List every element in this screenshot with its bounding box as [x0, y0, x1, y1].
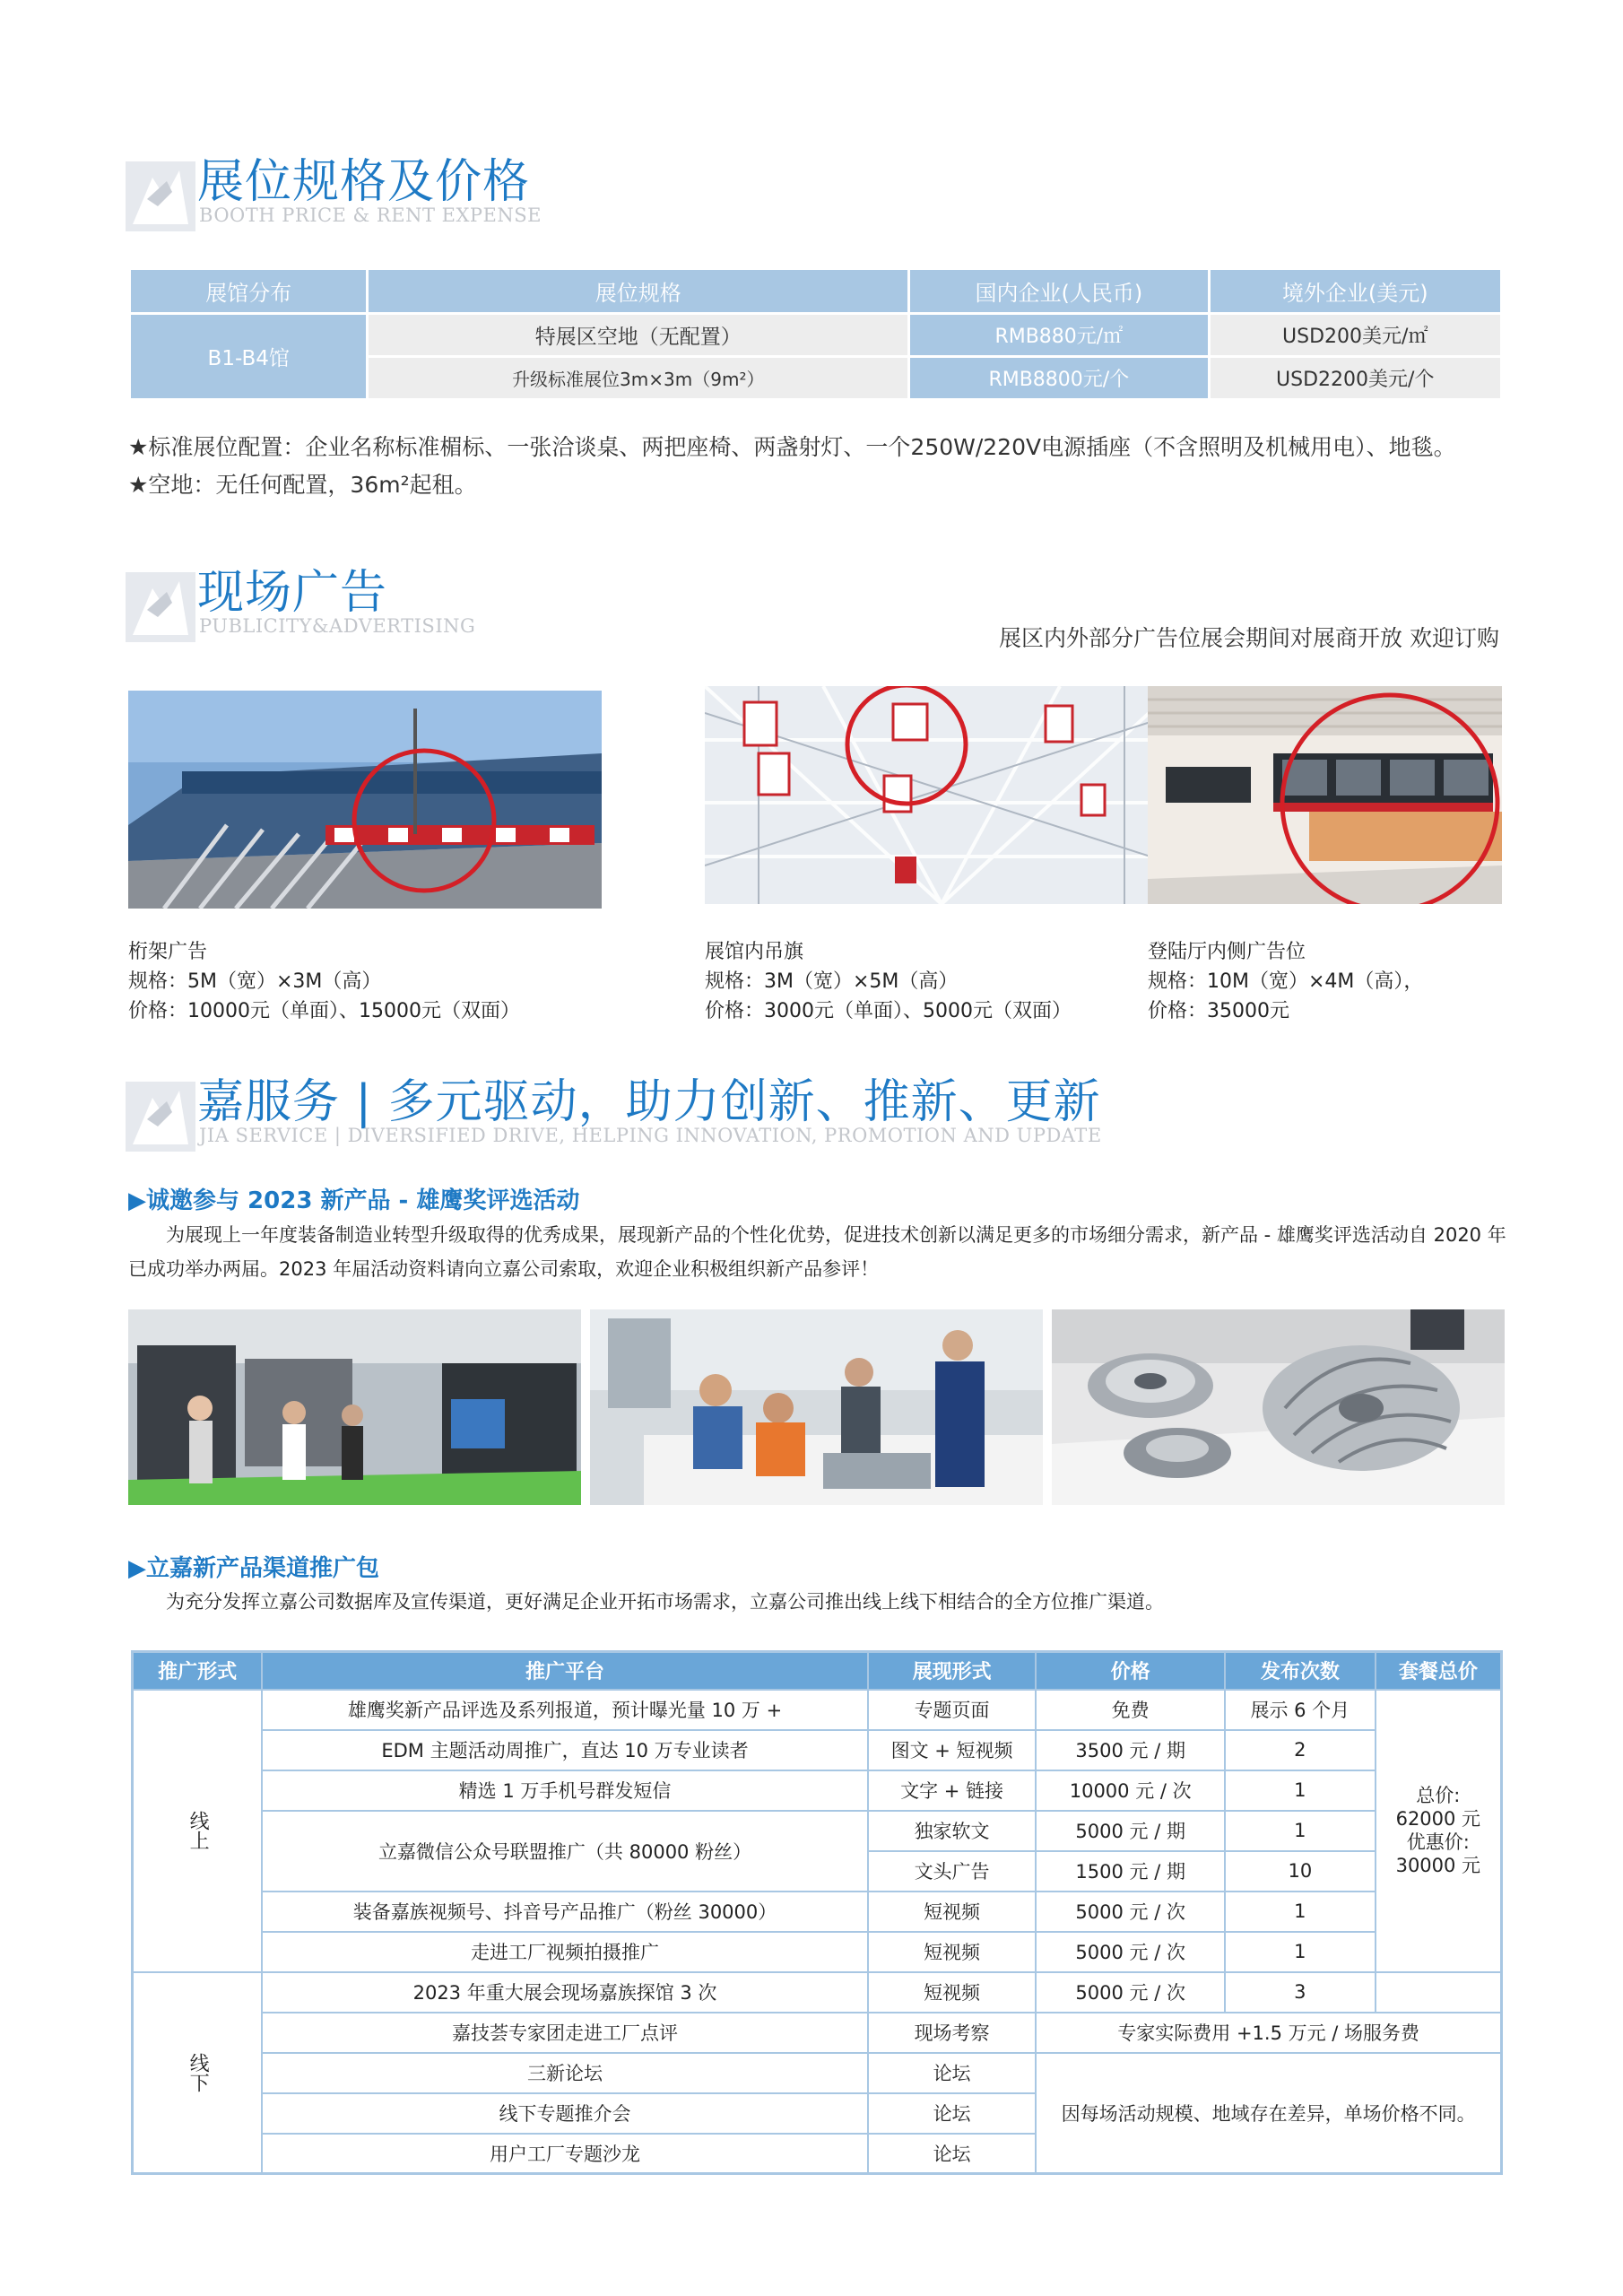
form-cell: 论坛: [868, 2093, 1037, 2134]
total-label: 总价:: [1416, 1785, 1461, 1806]
price-cell: 3500 元 / 期: [1036, 1730, 1225, 1770]
form-cell: 短视频: [868, 1972, 1037, 2013]
platform-cell: 走进工厂视频拍摄推广: [262, 1932, 868, 1972]
ad-spec: 规格：5M（宽）×3M（高）: [128, 970, 382, 993]
form-cell: 论坛: [868, 2134, 1037, 2174]
offline-category-cell: [133, 1972, 263, 2174]
booth-title: 展位规格及价格: [197, 155, 531, 209]
section-logo-icon: [126, 1082, 195, 1152]
count-cell: 1: [1225, 1770, 1376, 1811]
platform-cell: 立嘉微信公众号联盟推广（共 80000 粉丝）: [262, 1811, 868, 1892]
online-category-cell: [133, 1690, 263, 1972]
th-platform: 推广平台: [262, 1652, 868, 1690]
form-cell: 现场考察: [868, 2013, 1037, 2053]
expert-fee-cell: 专家实际费用 +1.5 万元 / 场服务费: [1036, 2013, 1501, 2053]
service-title-en: JIA SERVICE | DIVERSIFIED DRIVE, HELPING INNOVATION, PROMOTION AND UPDATE: [199, 1125, 1102, 1146]
total-value: 62000 元: [1395, 1808, 1481, 1830]
th-price: 价格: [1036, 1652, 1225, 1690]
section-logo-icon: [126, 572, 195, 642]
ad-caption-lobby: [1148, 937, 1423, 1026]
expo-hall-photo: [128, 1309, 581, 1505]
th-count: 发布次数: [1225, 1652, 1376, 1690]
form-cell: 论坛: [868, 2053, 1037, 2093]
ad-name: 展馆内吊旗: [705, 941, 804, 963]
truss-ad-photo: [128, 691, 602, 909]
platform-cell: 嘉技荟专家团走进工厂点评: [262, 2013, 868, 2053]
rmb-cell: RMB880元/㎡: [909, 314, 1209, 357]
form-cell: 文字 + 链接: [868, 1770, 1037, 1811]
form-cell: 文头广告: [868, 1851, 1037, 1892]
form-cell: 短视频: [868, 1932, 1037, 1972]
discount-label: 优惠价:: [1406, 1831, 1470, 1853]
advertising-subtitle: 展区内外部分广告位展会期间对展商开放 欢迎订购: [999, 625, 1499, 651]
ad-name: 登陆厅内侧广告位: [1148, 941, 1306, 963]
ad-caption-flag: [705, 937, 1072, 1026]
package-heading: ▶立嘉新产品渠道推广包: [128, 1555, 379, 1582]
usd-cell: USD200美元/㎡: [1209, 314, 1501, 357]
product-parts-photo: [1052, 1309, 1505, 1505]
hanging-flag-photo: [705, 686, 1178, 904]
count-cell: 2: [1225, 1730, 1376, 1770]
award-paragraph: 为展现上一年度装备制造业转型升级取得的优秀成果，展现新产品的个性化优势，促进技术创新以满足更多的市场细分需求，新产品 - 雄鹰奖评选活动自 2020 年已成功举办两届。2023 年届活动资料请向立嘉公司索取，欢迎企业积极组织新产品参评！: [128, 1224, 1506, 1280]
booth-section-header: [126, 154, 1202, 235]
ad-price: 价格：10000元（单面）、15000元（双面）: [128, 1000, 520, 1022]
th-type: 推广形式: [133, 1652, 263, 1690]
platform-cell: 线下专题推介会: [262, 2093, 868, 2134]
price-cell: 免费: [1036, 1690, 1225, 1730]
price-cell: 5000 元 / 次: [1036, 1972, 1225, 2013]
ad-spec: 规格：10M（宽）×4M（高），: [1148, 970, 1424, 993]
package-paragraph: 为充分发挥立嘉公司数据库及宣传渠道，更好满足企业开拓市场需求，立嘉公司推出线上线下相结合的全方位推广渠道。: [166, 1591, 1164, 1613]
ad-price: 价格：35000元: [1148, 1000, 1289, 1022]
ad-price: 价格：3000元（单面）、5000元（双面）: [705, 1000, 1072, 1022]
offline-note-cell: 因每场活动规模、地域存在差异，单场价格不同。: [1036, 2053, 1501, 2174]
rmb-cell: RMB8800元/个: [909, 357, 1209, 400]
advertising-title-en: PUBLICITY&ADVERTISING: [199, 615, 476, 637]
price-cell: 5000 元 / 期: [1036, 1811, 1225, 1851]
price-cell: 5000 元 / 次: [1036, 1892, 1225, 1932]
form-cell: 图文 + 短视频: [868, 1730, 1037, 1770]
award-heading: ▶诚邀参与 2023 新产品 - 雄鹰奖评选活动: [128, 1187, 580, 1214]
count-cell: 1: [1225, 1811, 1376, 1851]
th-spec: 展位规格: [368, 269, 909, 314]
booth-note-space: ★空地：无任何配置，36m²起租。: [128, 472, 477, 498]
platform-cell: 用户工厂专题沙龙: [262, 2134, 868, 2174]
service-section-header: [126, 1074, 1381, 1155]
advertising-title: 现场广告: [197, 566, 388, 620]
promotion-table: [131, 1650, 1503, 2175]
count-cell: 10: [1225, 1851, 1376, 1892]
section-logo-icon: [126, 161, 195, 231]
th-hall: 展馆分布: [130, 269, 368, 314]
service-title: 嘉服务 | 多元驱动，助力创新、推新、更新: [197, 1075, 1101, 1129]
spec-cell: 升级标准展位3m×3m（9m²）: [368, 357, 909, 400]
award-judging-photo: [590, 1309, 1043, 1505]
ad-caption-truss: [128, 937, 520, 1026]
spec-cell: 特展区空地（无配置）: [368, 314, 909, 357]
total-cell: [1376, 1690, 1502, 1972]
empty-cell: [1376, 1972, 1502, 2013]
price-cell: 1500 元 / 期: [1036, 1851, 1225, 1892]
platform-cell: 装备嘉族视频号、抖音号产品推广（粉丝 30000）: [262, 1892, 868, 1932]
hall-cell: B1-B4馆: [130, 314, 368, 400]
form-cell: 专题页面: [868, 1690, 1037, 1730]
count-cell: 1: [1225, 1932, 1376, 1972]
count-cell: 展示 6 个月: [1225, 1690, 1376, 1730]
th-total: 套餐总价: [1376, 1652, 1502, 1690]
form-cell: 短视频: [868, 1892, 1037, 1932]
form-cell: 独家软文: [868, 1811, 1037, 1851]
th-form: 展现形式: [868, 1652, 1037, 1690]
platform-cell: 2023 年重大展会现场嘉族探馆 3 次: [262, 1972, 868, 2013]
platform-cell: 精选 1 万手机号群发短信: [262, 1770, 868, 1811]
platform-cell: EDM 主题活动周推广，直达 10 万专业读者: [262, 1730, 868, 1770]
offline-label: 线下: [187, 2052, 210, 2092]
platform-cell: 雄鹰奖新产品评选及系列报道，预计曝光量 10 万 +: [262, 1690, 868, 1730]
count-cell: 1: [1225, 1892, 1376, 1932]
th-rmb: 国内企业(人民币): [909, 269, 1209, 314]
booth-price-table: [128, 267, 1503, 401]
online-label: 线上: [187, 1811, 210, 1850]
usd-cell: USD2200美元/个: [1209, 357, 1501, 400]
count-cell: 3: [1225, 1972, 1376, 2013]
ad-spec: 规格：3M（宽）×5M（高）: [705, 970, 959, 993]
discount-value: 30000 元: [1395, 1855, 1481, 1876]
booth-title-en: BOOTH PRICE & RENT EXPENSE: [199, 204, 542, 226]
th-usd: 境外企业(美元): [1209, 269, 1501, 314]
price-cell: 5000 元 / 次: [1036, 1932, 1225, 1972]
ad-name: 桁架广告: [128, 941, 208, 963]
booth-notes: [128, 429, 1456, 504]
price-cell: 10000 元 / 次: [1036, 1770, 1225, 1811]
lobby-ad-photo: [1148, 686, 1502, 904]
booth-note-standard: ★标准展位配置：企业名称标准楣标、一张洽谈桌、两把座椅、两盏射灯、一个250W/220V电源插座（不含照明及机械用电）、地毯。: [128, 434, 1456, 460]
platform-cell: 三新论坛: [262, 2053, 868, 2093]
